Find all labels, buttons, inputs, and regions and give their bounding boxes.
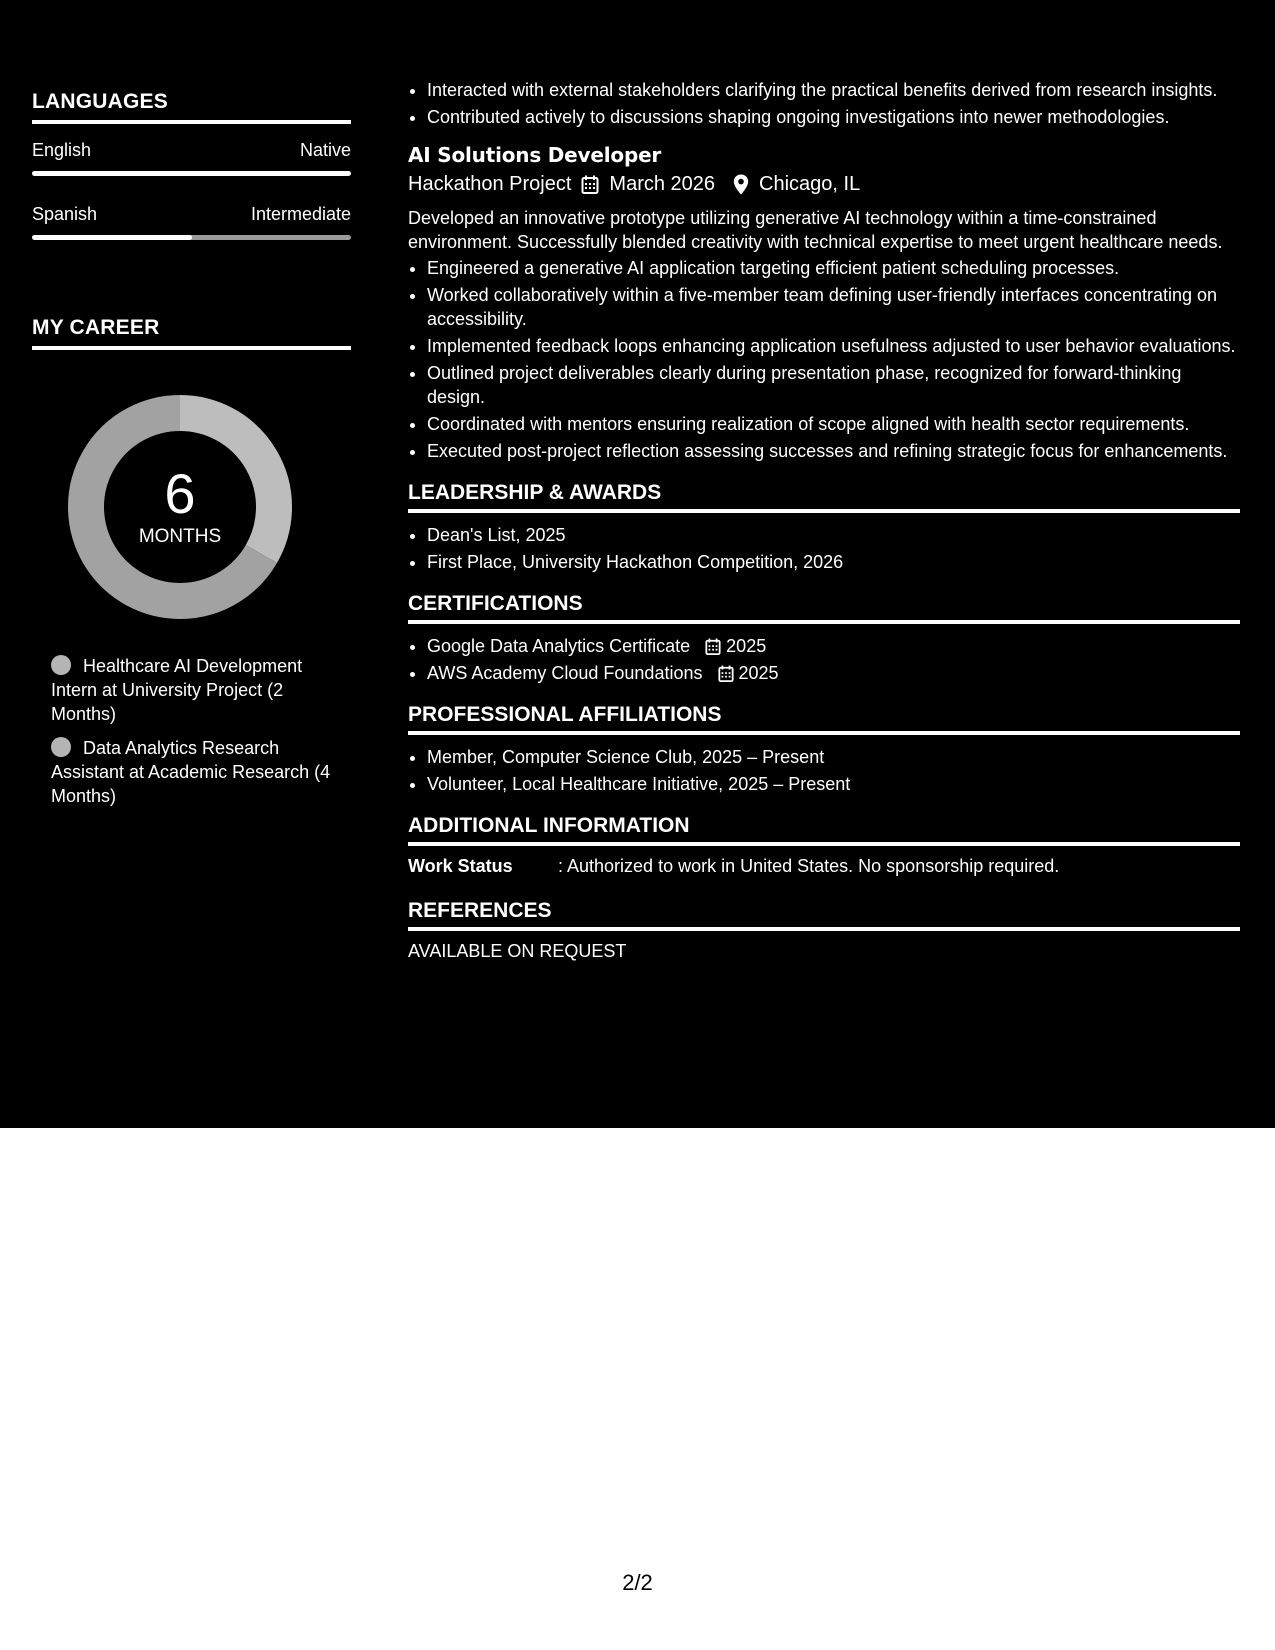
work-status-row: [408, 856, 1240, 877]
language-bar: [32, 235, 351, 240]
calendar-icon: [718, 665, 734, 683]
job-title: AI Solutions Developer: [408, 143, 662, 167]
career-legend: [32, 654, 351, 808]
job-description: Developed an innovative prototype utilizing generative AI technology within a time-constrained environment. Successfully blended creativity with technical expertise to meet urgent healthcare needs.: [408, 208, 1223, 252]
list-item: • Interacted with external stakeholders clarifying the practical benefits derived from research insights.: [427, 78, 1240, 102]
calendar-icon: [705, 638, 721, 656]
location-pin-icon: [733, 174, 749, 195]
career-total-value: 6: [164, 462, 196, 525]
legend-dot-icon: [51, 737, 71, 757]
leadership-heading: LEADERSHIP & AWARDS: [408, 481, 1240, 513]
legend-item: [51, 654, 351, 726]
list-item: • Volunteer, Local Healthcare Initiative, 2025 – Present: [427, 772, 1240, 796]
job-date: March 2026: [609, 173, 716, 195]
certifications-heading: CERTIFICATIONS: [408, 592, 1240, 624]
list-item: • Engineered a generative AI application targeting efficient patient scheduling processes.: [427, 256, 1240, 280]
list-item: • Implemented feedback loops enhancing application usefulness adjusted to user behavior evaluations.: [427, 334, 1240, 358]
language-level: Native: [299, 140, 351, 160]
job-location: Chicago, IL: [759, 173, 861, 195]
certification-item: [427, 661, 1240, 685]
language-level: Intermediate: [250, 204, 351, 224]
legend-dot-icon: [51, 655, 71, 675]
certification-item: [427, 634, 1240, 658]
career-donut-chart: [67, 394, 293, 620]
list-item: • Contributed actively to discussions shaping ongoing investigations into newer methodologies.: [427, 105, 1240, 129]
references-text: AVAILABLE ON REQUEST: [408, 941, 627, 961]
legend-label: Data Analytics Research Assistant at Academic Research (4 Months): [51, 738, 331, 806]
legend-item: [51, 736, 351, 808]
career-heading: MY CAREER: [32, 316, 351, 350]
right-column: [408, 78, 1240, 962]
job-company: Hackathon Project: [408, 173, 572, 195]
language-row-english: [32, 140, 351, 176]
list-item: • First Place, University Hackathon Competition, 2026: [427, 550, 1240, 574]
languages-heading: LANGUAGES: [32, 90, 351, 124]
language-name: Spanish: [32, 204, 98, 224]
list-item: • Member, Computer Science Club, 2025 – Present: [427, 745, 1240, 769]
certification-name: AWS Academy Cloud Foundations: [427, 663, 703, 683]
legend-label: Healthcare AI Development Intern at University Project (2 Months): [51, 656, 303, 724]
certification-name: Google Data Analytics Certificate: [427, 636, 691, 656]
job-bullets: [408, 256, 1240, 463]
language-name: English: [32, 140, 92, 160]
list-item: • Worked collaboratively within a five-member team defining user-friendly interfaces concentrating on accessibility.: [427, 283, 1240, 331]
career-section: [32, 316, 351, 808]
list-item: • Coordinated with mentors ensuring realization of scope aligned with health sector requirements.: [427, 412, 1240, 436]
list-item: • Outlined project deliverables clearly during presentation phase, recognized for forward-thinking design.: [427, 361, 1240, 409]
work-status-label: Work Status: [408, 856, 513, 876]
additional-info-heading: ADDITIONAL INFORMATION: [408, 814, 1240, 846]
certifications-list: [408, 634, 1240, 685]
prior-job-bullets: [408, 78, 1240, 129]
language-bar-fill: [32, 171, 351, 176]
work-status-value: : Authorized to work in United States. No sponsorship required.: [558, 856, 1060, 876]
affiliations-list: [408, 745, 1240, 796]
job-meta: [408, 173, 1240, 196]
references-heading: REFERENCES: [408, 899, 1240, 931]
list-item: • Executed post-project reflection assessing successes and refining strategic focus for enhancements.: [427, 439, 1240, 463]
language-row-spanish: [32, 204, 351, 240]
language-bar-fill: [32, 235, 192, 240]
career-total-unit: MONTHS: [138, 526, 222, 547]
certification-year: 2025: [738, 663, 779, 683]
left-column: [32, 90, 351, 818]
calendar-icon: [581, 175, 599, 195]
affiliations-heading: PROFESSIONAL AFFILIATIONS: [408, 703, 1240, 735]
language-bar: [32, 171, 351, 176]
page-number: 2/2: [622, 1570, 653, 1595]
certification-year: 2025: [726, 636, 767, 656]
leadership-list: [408, 523, 1240, 574]
list-item: • Dean's List, 2025: [427, 523, 1240, 547]
